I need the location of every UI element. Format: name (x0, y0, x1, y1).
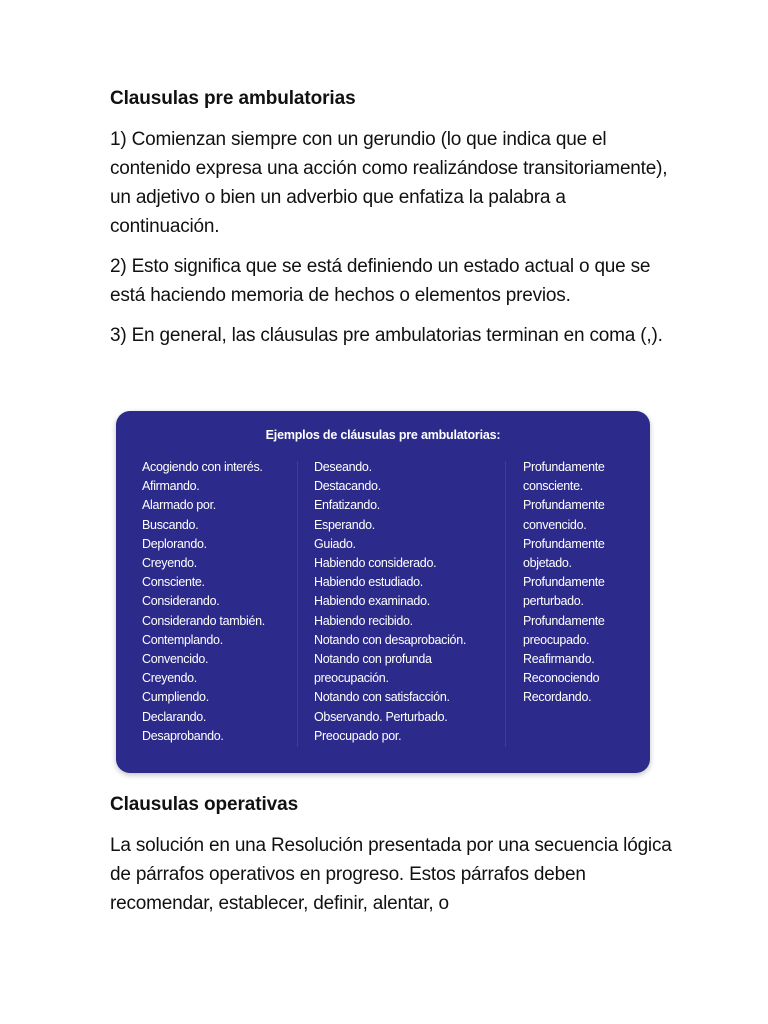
example-item: preocupado. (523, 632, 590, 647)
examples-card (116, 411, 650, 773)
example-item: Acogiendo con interés. (142, 460, 263, 474)
example-item: Afirmando. (142, 479, 200, 494)
example-item: convencido. (523, 517, 587, 532)
paragraph: 1) Comienzan siempre con un gerundio (lo que indica que el contenido expresa una acción como realizándose transitoriamente), un adjetivo o bien un adverbio que enfatiza la palabra a continuación. (110, 129, 668, 237)
paragraph: 2) Esto significa que se está definiendo un estado actual o que se está haciendo memoria de hechos o elementos previos. (110, 256, 651, 306)
example-item: Destacando. (314, 479, 381, 494)
section-operative (110, 792, 680, 929)
examples-column-2 (314, 458, 466, 746)
example-item: Consciente. (142, 575, 205, 590)
example-item: Preocupado por. (314, 728, 402, 743)
example-item: Considerando también. (142, 613, 265, 628)
example-item: Notando con desaprobación. (314, 632, 467, 647)
example-item: Alarmado por. (142, 498, 216, 513)
example-item: Desaprobando. (142, 728, 224, 743)
example-item: objetado. (523, 556, 572, 571)
column-divider (505, 461, 506, 747)
paragraph: La solución en una Resolución presentada por una secuencia lógica de párrafos operativos en progreso. Estos párrafos deben recomendar, establecer, definir, alentar, o (110, 835, 672, 914)
example-item: consciente. (523, 479, 583, 494)
example-item: Reafirmando. (523, 652, 595, 667)
example-item: Profundamente (523, 498, 605, 513)
column-divider (297, 461, 298, 747)
paragraph: 3) En general, las cláusulas pre ambulatorias terminan en coma (,). (110, 325, 663, 346)
example-item: Habiendo examinado. (314, 594, 430, 609)
example-item: Habiendo recibido. (314, 613, 413, 628)
example-item: Notando con satisfacción. (314, 690, 450, 705)
example-item: Creyendo. (142, 556, 197, 571)
example-item: Buscando. (142, 517, 199, 532)
example-item: perturbado. (523, 594, 584, 609)
example-item: Reconociendo (523, 671, 600, 686)
example-item: Recordando. (523, 690, 592, 705)
section-heading: Clausulas pre ambulatorias (110, 88, 356, 109)
example-item: Considerando. (142, 594, 220, 609)
card-title: Ejemplos de cláusulas pre ambulatorias: (265, 428, 501, 442)
example-item: Profundamente (523, 575, 605, 590)
example-item: Declarando. (142, 709, 207, 724)
example-item: preocupación. (314, 671, 389, 686)
example-item: Deseando. (314, 460, 372, 474)
example-item: Esperando. (314, 517, 375, 532)
example-item: Enfatizando. (314, 498, 380, 513)
examples-column-3 (523, 458, 605, 708)
example-item: Profundamente (523, 460, 605, 474)
example-item: Creyendo. (142, 671, 197, 686)
example-item: Habiendo considerado. (314, 556, 437, 571)
example-item: Guiado. (314, 536, 356, 551)
example-item: Habiendo estudiado. (314, 575, 423, 590)
example-item: Notando con profunda (314, 652, 432, 667)
examples-column-1 (142, 458, 265, 746)
example-item: Convencido. (142, 652, 209, 667)
section-pre-ambulatory (110, 86, 670, 361)
example-item: Profundamente (523, 613, 605, 628)
example-item: Observando. Perturbado. (314, 709, 448, 724)
section-heading: Clausulas operativas (110, 794, 299, 815)
example-item: Deplorando. (142, 536, 207, 551)
example-item: Contemplando. (142, 632, 223, 647)
example-item: Profundamente (523, 536, 605, 551)
example-item: Cumpliendo. (142, 690, 209, 705)
